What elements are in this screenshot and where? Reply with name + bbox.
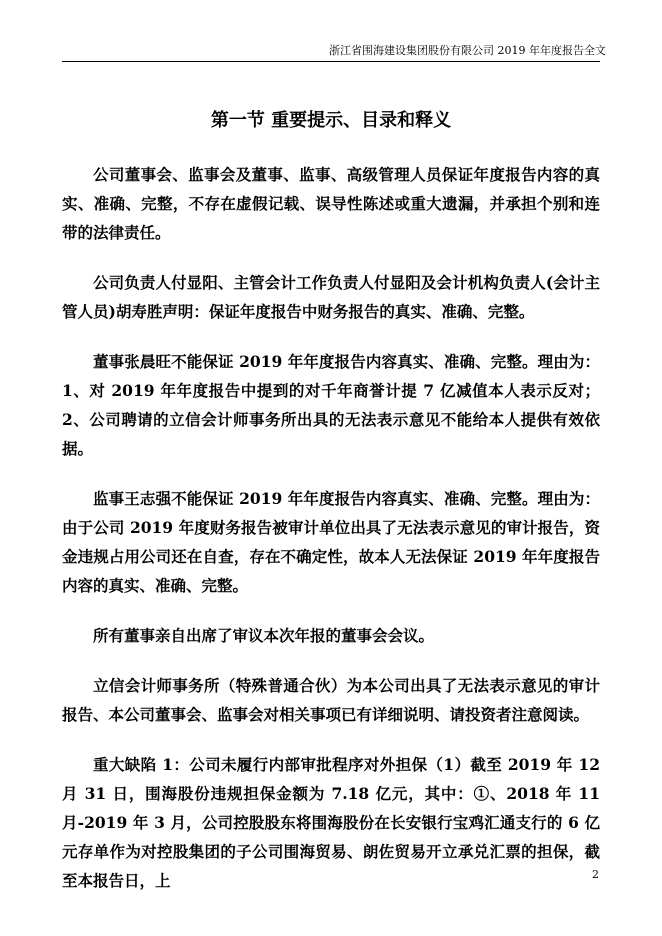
paragraph-responsibility-statement: 公司董事会、监事会及董事、监事、高级管理人员保证年度报告内容的真实、准确、完整，不存在虚假记载、误导性陈述或重大遗漏，并承担个别和连带的法律责任。 — [62, 165, 600, 242]
paragraph-major-deficiency: 重大缺陷 1：公司未履行内部审批程序对外担保（1）截至 2019 年 12 月 31 日，围海股份违规担保金额为 7.18 亿元，其中：①、2018 年 11 月-2019 年 3 月，公司控股股东将围海股份在长安银行宝鸡汇通支行的 6 亿元存单作为对控股集团的子公司围海贸易、朗佐贸易开立承兑汇票的担保，截至本报告日，上 — [62, 755, 600, 890]
paragraph-financial-statement-declaration: 公司负责人付显阳、主管会计工作负责人付显阳及会计机构负责人(会计主管人员)胡寿胜声明：保证年度报告中财务报告的真实、准确、完整。 — [62, 273, 600, 321]
page-number: 2 — [592, 868, 599, 881]
paragraph-supervisor-objection: 监事王志强不能保证 2019 年年度报告内容真实、准确、完整。理由为：由于公司 2019 年度财务报告被审计单位出具了无法表示意见的审计报告，资金违规占用公司还在自查，存在不确定性，故本人无法保证 2019 年年度报告内容的真实、准确、完整。 — [62, 489, 600, 595]
section-title: 第一节 重要提示、目录和释义 — [210, 110, 452, 131]
paragraph-audit-opinion: 立信会计师事务所（特殊普通合伙）为本公司出具了无法表示意见的审计报告、本公司董事会、监事会对相关事项已有详细说明、请投资者注意阅读。 — [62, 676, 600, 724]
paragraph-board-attendance: 所有董事亲自出席了审议本次年报的董事会会议。 — [93, 626, 435, 645]
document-body — [62, 160, 600, 916]
paragraph-director-objection: 董事张晨旺不能保证 2019 年年度报告内容真实、准确、完整。理由为：1、对 2019 年年度报告中提到的对千年商誉计提 7 亿减值本人表示反对；2、公司聘请的立信会计师事务所出具的无法表示意见不能给本人提供有效依据。 — [62, 352, 600, 458]
header-divider — [62, 61, 600, 62]
page-header-title: 浙江省围海建设集团股份有限公司 2019 年年度报告全文 — [329, 44, 606, 57]
